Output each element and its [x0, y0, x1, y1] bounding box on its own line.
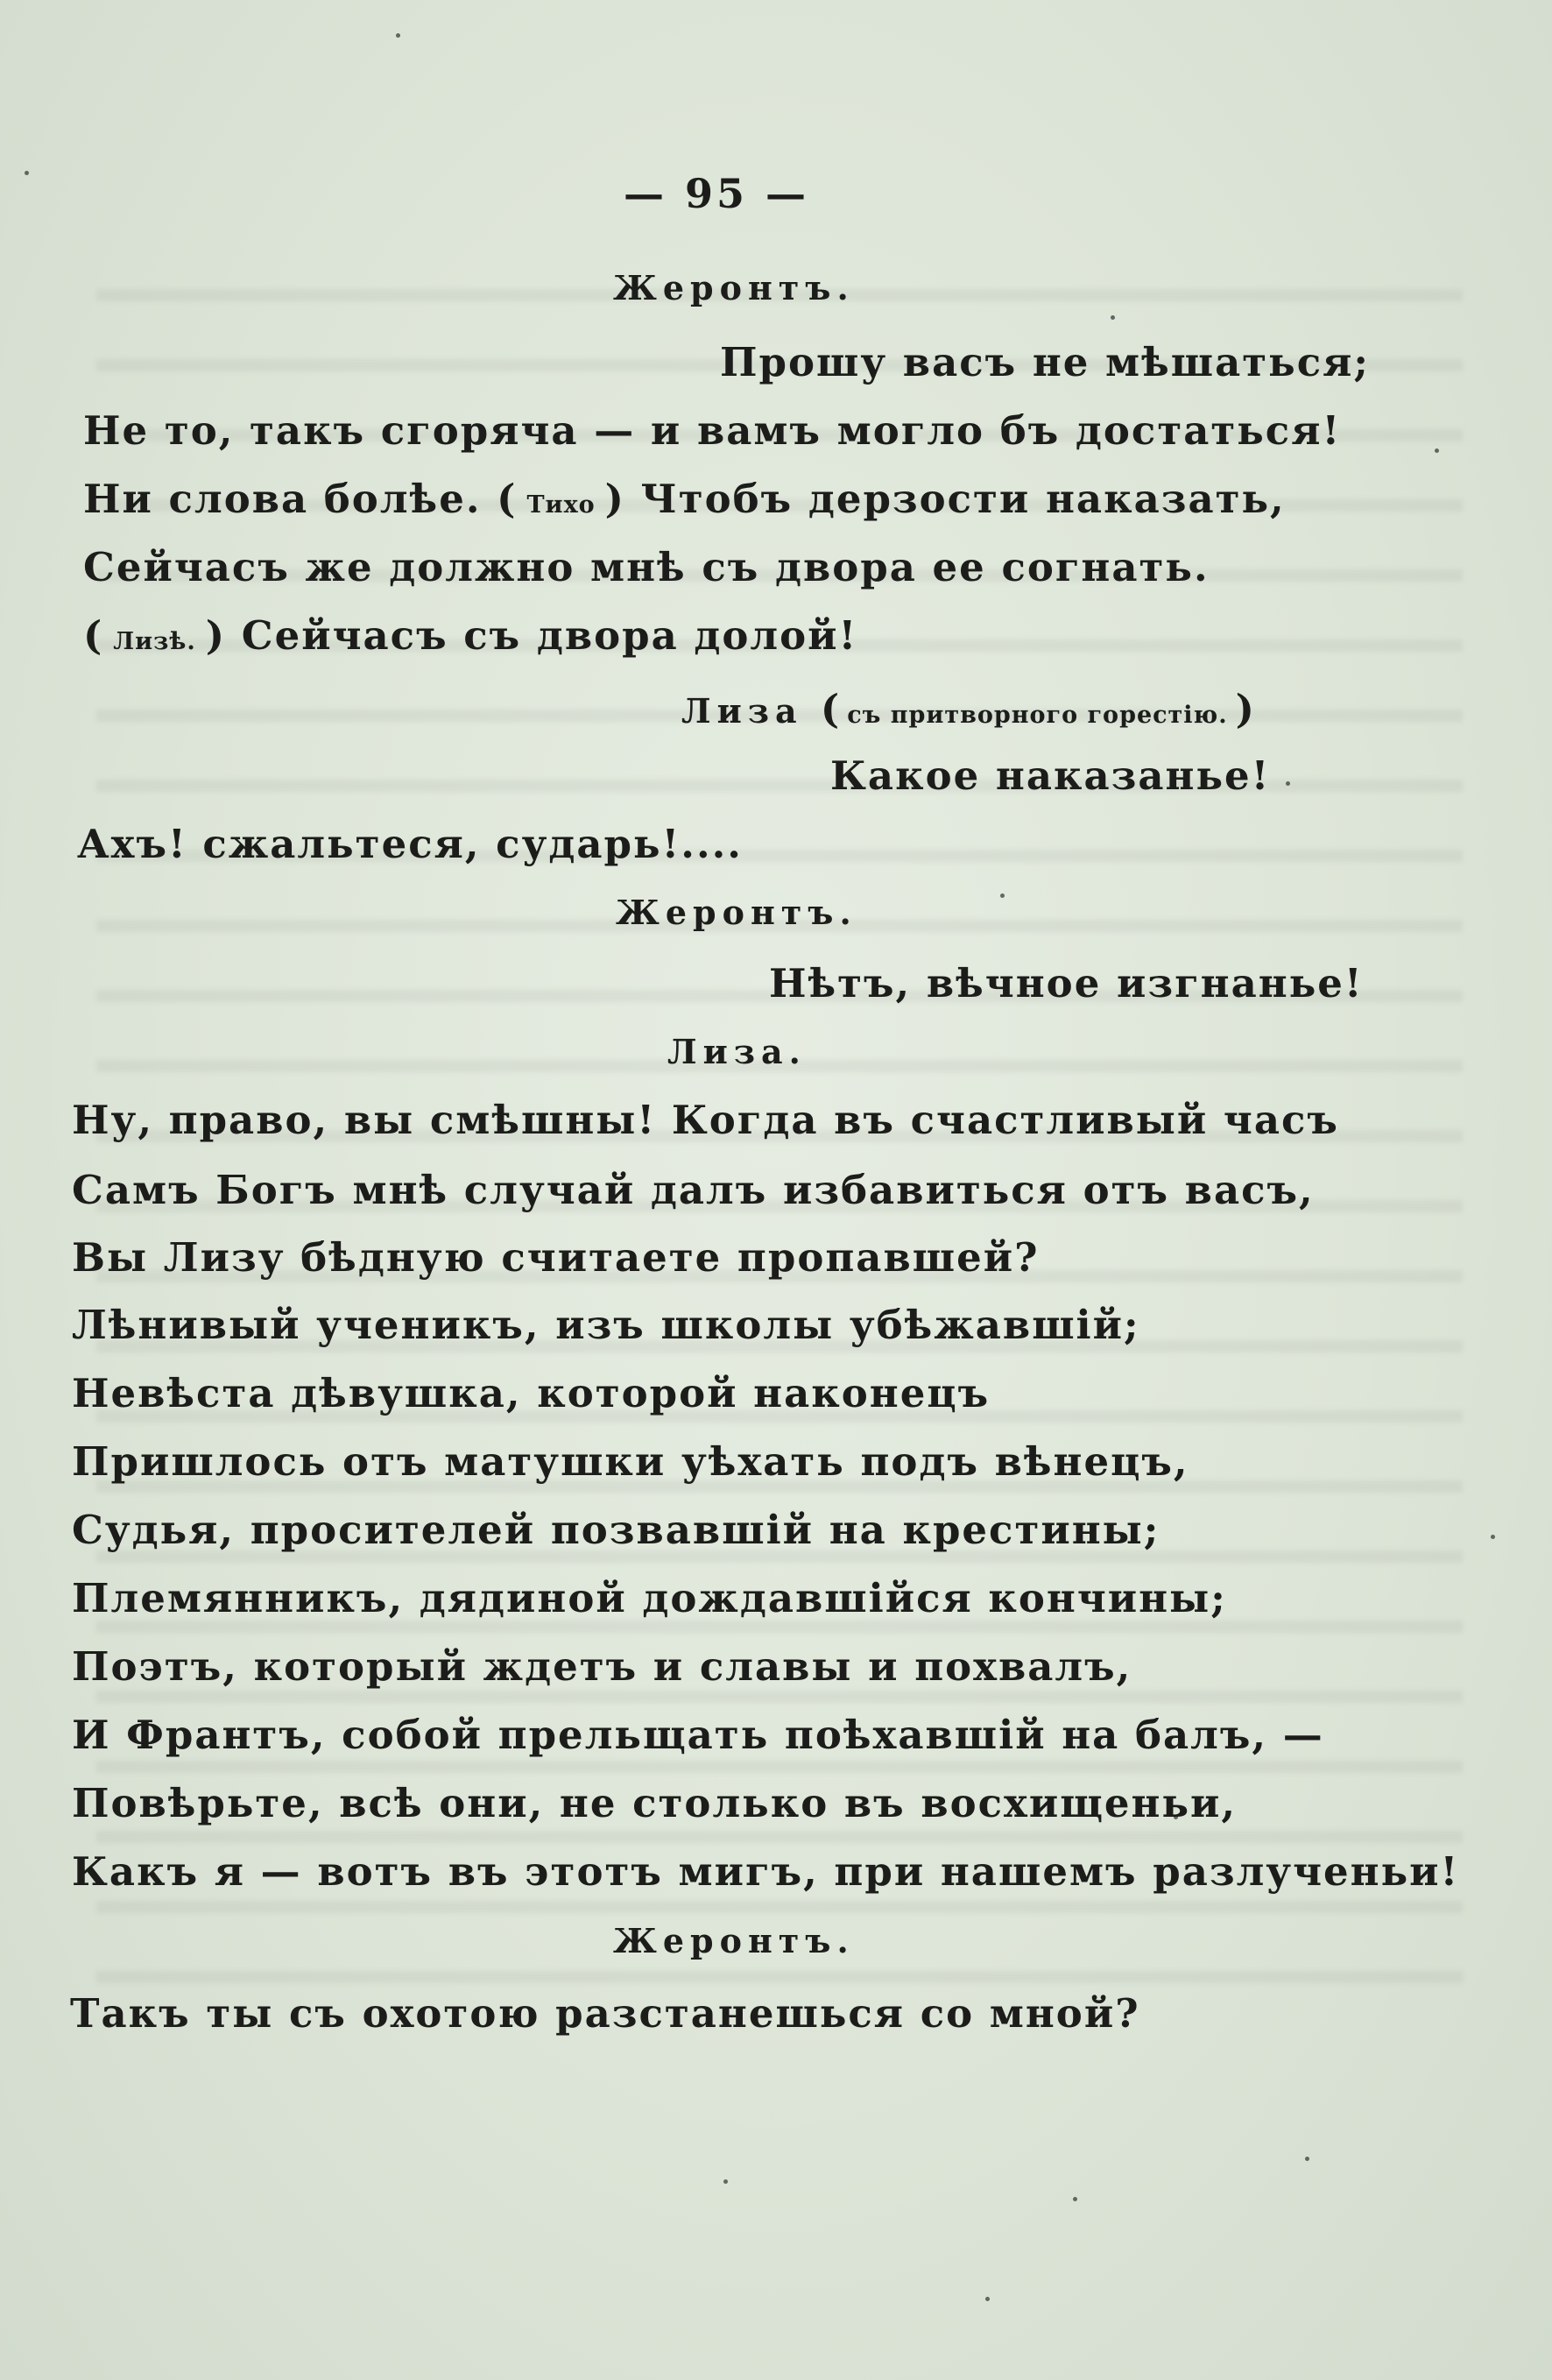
ink-speck [1435, 448, 1439, 453]
ink-speck [1491, 1535, 1495, 1539]
page-number: — 95 — [624, 170, 810, 217]
verse-line: Самъ Богъ мнѣ случай далъ избавиться отъ васъ, [72, 1167, 1315, 1213]
stage-direction-text: Тихо [526, 491, 596, 519]
verse-line: Повѣрьте, всѣ они, не столько въ восхищеньи, [72, 1780, 1238, 1826]
verse-line: Племянникъ, дядиной дождавшійся кончины; [72, 1575, 1227, 1621]
verse-line: Лѣнивый ученикъ, изъ школы убѣжавшій; [72, 1302, 1140, 1348]
ink-speck [1305, 2157, 1309, 2161]
ink-speck [1000, 893, 1005, 898]
verse-line: Нѣтъ, вѣчное изгнанье! [769, 960, 1364, 1006]
ink-speck [396, 33, 400, 38]
verse-line: И Франтъ, собой прельщать поѣхавшій на балъ, — [72, 1712, 1324, 1758]
verse-text: Чтобъ дерзости наказать, [640, 476, 1286, 522]
verse-line: Не то, такъ сгоряча — и вамъ могло бъ достаться! [83, 407, 1342, 454]
verse-line: Такъ ты съ охотою разстанешься со мной? [70, 1990, 1140, 2037]
verse-line: Пришлось отъ матушки уѣхать подъ вѣнецъ, [72, 1438, 1189, 1485]
ink-speck [25, 171, 29, 175]
speaker-name: Лиза. [667, 1032, 807, 1071]
verse-line: Сейчасъ же должно мнѣ съ двора ее согнать. [83, 544, 1210, 590]
ink-speck [985, 2297, 990, 2301]
verse-line: Вы Лизу бѣдную считаете пропавшей? [72, 1234, 1040, 1281]
verse-line: Ну, право, вы смѣшны! Когда въ счастливый часъ [72, 1097, 1339, 1143]
ink-speck [1111, 315, 1115, 320]
verse-line: Невѣста дѣвушка, которой наконецъ [72, 1370, 991, 1416]
verse-line: Поэтъ, который ждетъ и славы и похвалъ, [72, 1643, 1132, 1690]
stage-direction: ( Тихо ) [497, 476, 625, 522]
speaker-name: Лиза ( съ притворного горестію. ) [681, 686, 1254, 732]
stage-direction: ( Лизѣ. ) [83, 612, 227, 659]
speaker-name: Жеронтъ. [613, 1921, 855, 1960]
verse-text: Сейчасъ съ двора долой! [241, 612, 858, 659]
ink-speck [723, 2179, 728, 2184]
stage-direction-text: съ притворного горестію. [847, 702, 1228, 729]
verse-line: Прошу васъ не мѣшаться; [720, 339, 1370, 385]
stage-direction: ( съ притворного горестію. ) [820, 686, 1254, 732]
speaker-name: Жеронтъ. [613, 268, 855, 307]
verse-line: Ахъ! сжальтеся, сударь!.... [77, 821, 743, 867]
verse-text: Ни слова болѣе. [83, 476, 482, 522]
verse-line: Какъ я — вотъ въ этотъ мигъ, при нашемъ разлученьи! [72, 1848, 1460, 1895]
ink-speck [1073, 2197, 1077, 2201]
speaker-name: Жеронтъ. [616, 893, 857, 932]
verse-line: Судья, просителей позвавшій на крестины; [72, 1507, 1160, 1553]
ink-speck [1286, 781, 1290, 786]
verse-line [83, 476, 1286, 522]
verse-line: Какое наказанье! [830, 752, 1271, 799]
verse-line [83, 612, 858, 659]
stage-direction-text: Лизѣ. [113, 628, 196, 655]
